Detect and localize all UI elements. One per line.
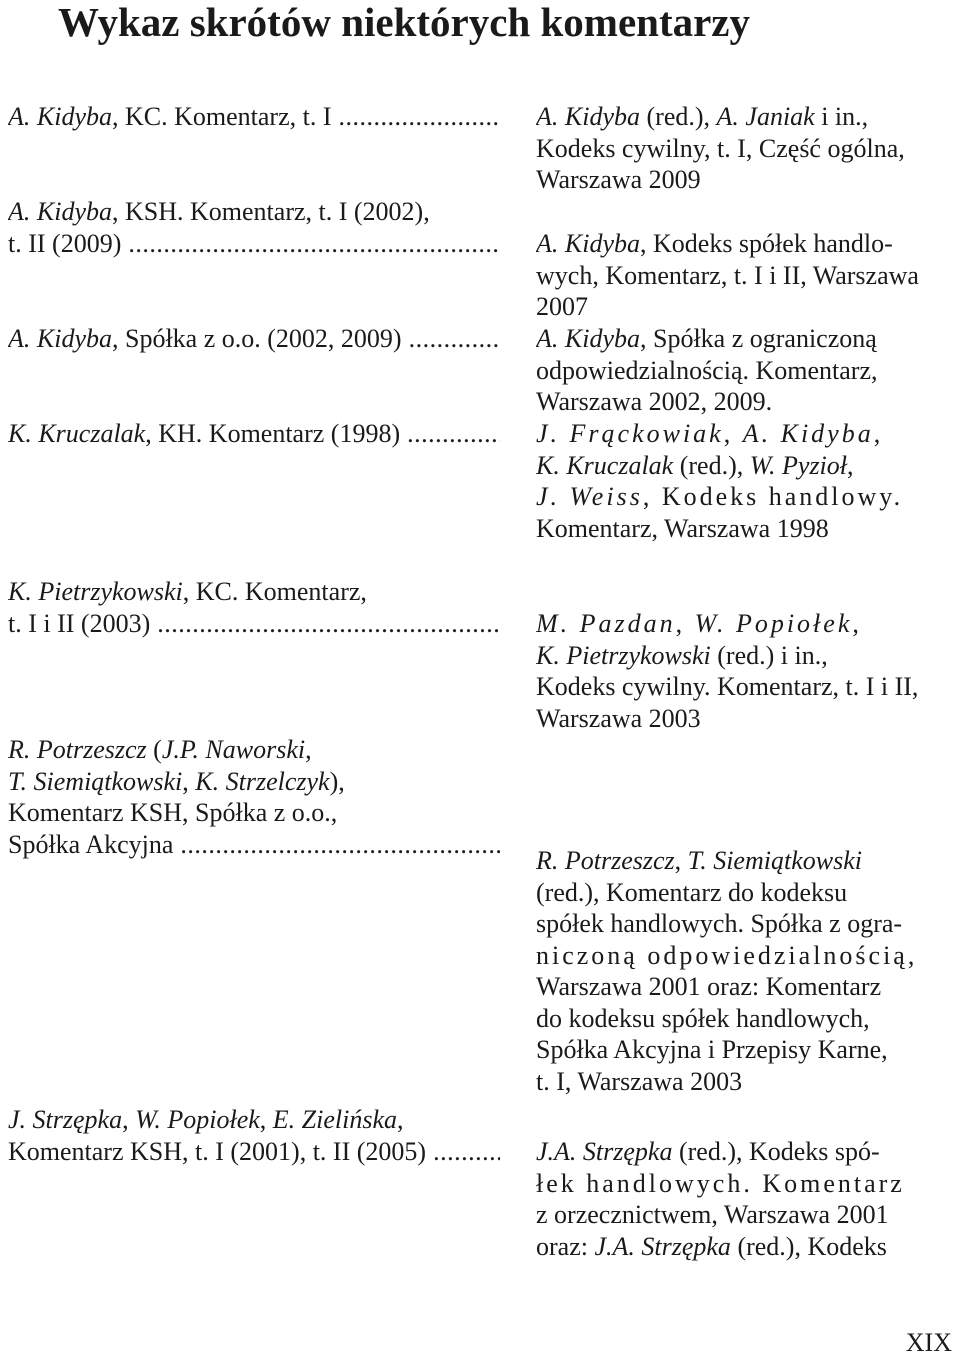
author-name: J. Frąckowiak bbox=[536, 419, 724, 448]
bibliographic-line bbox=[536, 481, 956, 513]
bibliographic-entry bbox=[536, 101, 956, 196]
page-title: Wykaz skrótów niektórych komentarzy bbox=[58, 0, 750, 45]
bibliographic-line: z orzecznictwem, Warszawa 2001 bbox=[536, 1200, 889, 1229]
author-name: T. Siemiątkowski bbox=[687, 846, 862, 875]
abbreviation-text: Komentarz KSH, t. I (2001), t. II (2005) bbox=[8, 1136, 427, 1166]
bibliographic-text: (red.), Kodeks bbox=[730, 1231, 887, 1261]
bibliographic-line bbox=[536, 845, 956, 877]
abbreviation-text: ), bbox=[329, 766, 345, 796]
abbreviation-text: ( bbox=[146, 735, 162, 764]
bibliographic-text: , Kodeks handlowy. bbox=[642, 482, 904, 511]
bibliographic-line: spółek handlowych. Spółka z ogra- bbox=[536, 909, 903, 938]
author-name: K. Kruczalak bbox=[536, 450, 674, 480]
abbreviation-text: , KC. Komentarz, t. I bbox=[112, 102, 332, 131]
abbreviation-line bbox=[8, 608, 500, 640]
bibliographic-line bbox=[536, 101, 956, 133]
abbreviation-text: , bbox=[397, 1105, 404, 1134]
bibliographic-text: , bbox=[852, 609, 862, 638]
author-name: W. Popiołek bbox=[694, 609, 853, 638]
bibliographic-entry bbox=[536, 1136, 956, 1262]
author-name: K. Strzelczyk bbox=[195, 766, 330, 796]
author-name: A. Janiak bbox=[716, 102, 815, 131]
bibliographic-text: , bbox=[723, 419, 743, 448]
bibliographic-text: (red.), Kodeks spó- bbox=[672, 1137, 880, 1166]
bibliographic-text: , Spółka z ograniczoną bbox=[640, 324, 877, 353]
abbreviation-line: Komentarz KSH, Spółka z o.o., bbox=[8, 798, 338, 827]
bibliographic-text: (red.), bbox=[640, 102, 717, 131]
author-name: E. Zielińska bbox=[272, 1105, 397, 1134]
author-name: T. Siemiątkowski bbox=[8, 766, 183, 796]
abbreviation-line bbox=[8, 228, 500, 260]
author-name: A. Kidyba bbox=[8, 102, 112, 131]
author-name: A. Kidyba bbox=[536, 324, 640, 353]
abbreviation-text: , bbox=[122, 1105, 136, 1134]
bibliographic-text: , bbox=[675, 609, 695, 638]
bibliographic-line bbox=[536, 418, 956, 450]
author-name: R. Potrzeszcz bbox=[8, 735, 147, 764]
abbreviation-line bbox=[8, 196, 500, 228]
abbreviation-entry bbox=[8, 323, 500, 355]
bibliographic-line: Komentarz, Warszawa 1998 bbox=[536, 513, 829, 543]
abbreviation-entry bbox=[8, 101, 500, 133]
bibliographic-entry bbox=[536, 323, 956, 418]
bibliographic-entry bbox=[536, 608, 956, 734]
bibliographic-text: , Kodeks spółek handlo- bbox=[640, 229, 893, 258]
bibliographic-line: Kodeks cywilny. Komentarz, t. I i II, bbox=[536, 672, 919, 701]
bibliographic-line: Warszawa 2009 bbox=[536, 165, 701, 194]
bibliographic-line bbox=[536, 640, 956, 672]
bibliographic-line: 2007 bbox=[536, 292, 588, 321]
abbreviation-line bbox=[8, 418, 500, 450]
bibliographic-line: niczoną odpowiedzialnością, bbox=[536, 940, 918, 970]
bibliographic-text: i in., bbox=[814, 102, 869, 131]
abbreviation-line bbox=[8, 576, 500, 608]
bibliographic-text: , bbox=[674, 846, 688, 875]
bibliographic-line bbox=[536, 450, 956, 482]
bibliographic-text: , bbox=[847, 450, 854, 480]
author-name: R. Potrzeszcz bbox=[536, 846, 675, 875]
bibliographic-line: wych, Komentarz, t. I i II, Warszawa bbox=[536, 260, 919, 290]
bibliographic-line: Spółka Akcyjna i Przepisy Karne, bbox=[536, 1035, 888, 1064]
author-name: J. Weiss bbox=[536, 482, 643, 511]
author-name: J.A. Strzępka bbox=[536, 1137, 673, 1166]
bibliographic-line bbox=[536, 608, 956, 640]
author-name: A. Kidyba bbox=[536, 229, 640, 258]
abbreviation-text: t. II (2009) bbox=[8, 228, 122, 258]
bibliographic-line bbox=[536, 228, 956, 260]
bibliographic-text: , bbox=[873, 419, 884, 448]
abbreviation-line bbox=[8, 1136, 500, 1168]
abbreviation-text: , KH. Komentarz (1998) bbox=[145, 419, 401, 448]
author-name: W. Popiołek bbox=[135, 1105, 260, 1134]
author-name: J.A. Strzępka bbox=[594, 1231, 731, 1261]
bibliographic-text: (red.) i in., bbox=[710, 640, 828, 670]
abbreviation-text: , bbox=[182, 766, 196, 796]
bibliographic-entry bbox=[536, 418, 956, 544]
abbreviation-entry bbox=[8, 576, 500, 639]
bibliographic-entry bbox=[536, 228, 956, 323]
abbreviation-entry bbox=[8, 196, 500, 259]
abbreviation-line bbox=[8, 734, 500, 766]
author-name: M. Pazdan bbox=[536, 609, 676, 638]
bibliographic-line: Warszawa 2002, 2009. bbox=[536, 387, 773, 416]
abbreviation-line bbox=[8, 766, 500, 798]
abbreviation-text: , KC. Komentarz, bbox=[182, 577, 367, 606]
abbreviation-line bbox=[8, 101, 500, 133]
bibliographic-line: Kodeks cywilny, t. I, Część ogólna, bbox=[536, 133, 905, 163]
abbreviation-entry bbox=[8, 734, 500, 860]
bibliographic-line: Warszawa 2001 oraz: Komentarz bbox=[536, 972, 882, 1001]
abbreviation-text: , KSH. Komentarz, t. I (2002), bbox=[112, 197, 430, 226]
author-name: W. Pyzioł bbox=[749, 450, 848, 480]
bibliographic-text: oraz: bbox=[536, 1231, 595, 1261]
abbreviation-entry bbox=[8, 418, 500, 450]
author-name: J.P. Naworski bbox=[161, 735, 306, 764]
abbreviation-entry bbox=[8, 1104, 500, 1167]
abbreviation-text: , Spółka z o.o. (2002, 2009) bbox=[112, 324, 402, 353]
bibliographic-line: łek handlowych. Komentarz bbox=[536, 1168, 905, 1198]
bibliographic-line: (red.), Komentarz do kodeksu bbox=[536, 877, 848, 907]
bibliographic-line: t. I, Warszawa 2003 bbox=[536, 1066, 743, 1096]
page-number: XIX bbox=[905, 1328, 952, 1357]
abbreviation-text: , bbox=[305, 735, 312, 764]
bibliographic-line bbox=[536, 323, 956, 355]
bibliographic-line bbox=[536, 1136, 956, 1168]
author-name: A. Kidyba bbox=[8, 324, 112, 353]
abbreviation-line bbox=[8, 829, 500, 861]
author-name: J. Strzępka bbox=[8, 1105, 123, 1134]
author-name: A. Kidyba bbox=[8, 197, 112, 226]
abbreviation-line bbox=[8, 323, 500, 355]
author-name: K. Pietrzykowski bbox=[8, 577, 183, 606]
abbreviation-line bbox=[8, 1104, 500, 1136]
author-name: A. Kidyba bbox=[536, 102, 640, 131]
abbreviation-text: Spółka Akcyjna bbox=[8, 829, 174, 859]
abbreviation-text: , bbox=[259, 1105, 273, 1134]
author-name: A. Kidyba bbox=[742, 419, 874, 448]
author-name: K. Kruczalak bbox=[8, 419, 146, 448]
bibliographic-line: odpowiedzialnością. Komentarz, bbox=[536, 355, 878, 385]
bibliographic-entry bbox=[536, 845, 956, 1097]
bibliographic-line bbox=[536, 1231, 956, 1263]
bibliographic-line: Warszawa 2003 bbox=[536, 703, 701, 733]
abbreviation-text: t. I i II (2003) bbox=[8, 608, 151, 638]
bibliographic-text: (red.), bbox=[673, 450, 750, 480]
bibliographic-line: do kodeksu spółek handlowych, bbox=[536, 1003, 870, 1033]
author-name: K. Pietrzykowski bbox=[536, 640, 711, 670]
